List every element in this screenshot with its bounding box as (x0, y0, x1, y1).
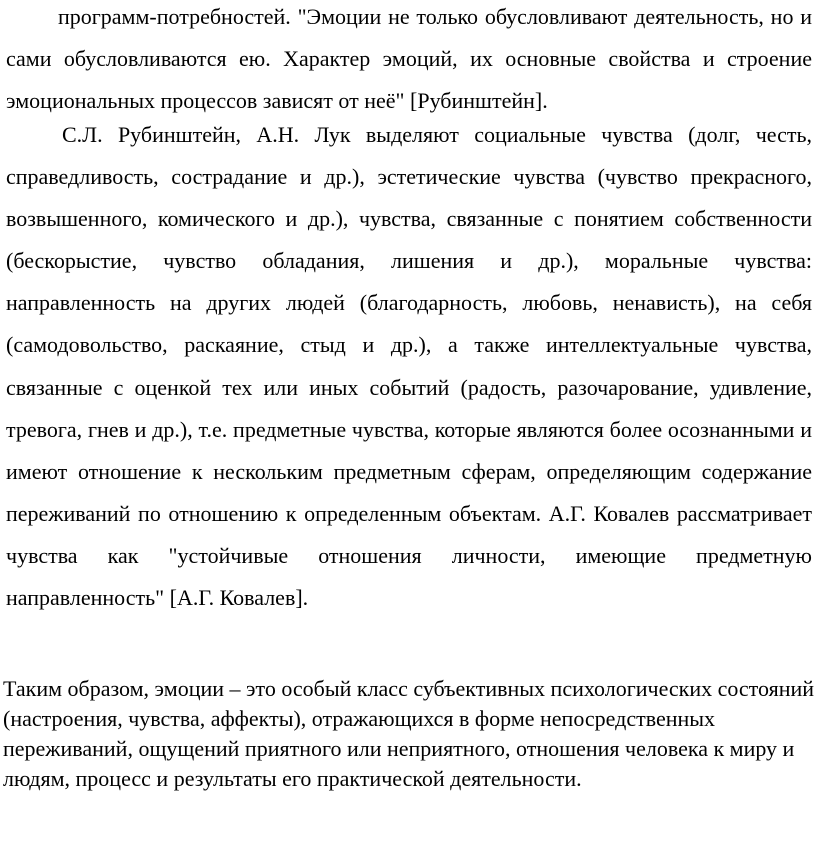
paragraph-continuation (6, 0, 812, 122)
paragraph-conclusion: Таким образом, эмоции – это особый класс субъективных психологических состояний (настроения, чувства, аффекты), отражающихся в форме непосредственных переживаний, ощущений приятного или неприятного, отношения человека к миру и людям, процесс и результаты его практической деятельности. (3, 676, 815, 791)
paragraph-1-text: программ-потребностей. "Эмоции не только обусловливают деятельность, но и сами обусловливаются ею. Характер эмоций, их основные свойства и строение эмоциональных процессов зависят от неё" [Рубинштейн]. (6, 4, 812, 113)
paragraph-feelings-classification: С.Л. Рубинштейн, А.Н. Лук выделяют социальные чувства (долг, честь, справедливость, сострадание и др.), эстетические чувства (чувство прекрасного, возвышенного, комического и др.), чувства, связанные с понятием собственности (бескорыстие, чувство обладания, лишения и др.), моральные чувства: направленность на других людей (благодарность, любовь, ненависть), на себя (самодовольство, раскаяние, стыд и др.), а также интеллектуальные чувства, связанные с оценкой тех или иных событий (радость, разочарование, удивление, тревога, гнев и др.), т.е. предметные чувства, которые являются более осознанными и имеют отношение к нескольким предметным сферам, определяющим содержание переживаний по отношению к определенным объектам. А.Г. Ковалев рассматривает чувства как "устойчивые отношения личности, имеющие предметную направленность" [А.Г. Ковалев]. (6, 122, 812, 611)
